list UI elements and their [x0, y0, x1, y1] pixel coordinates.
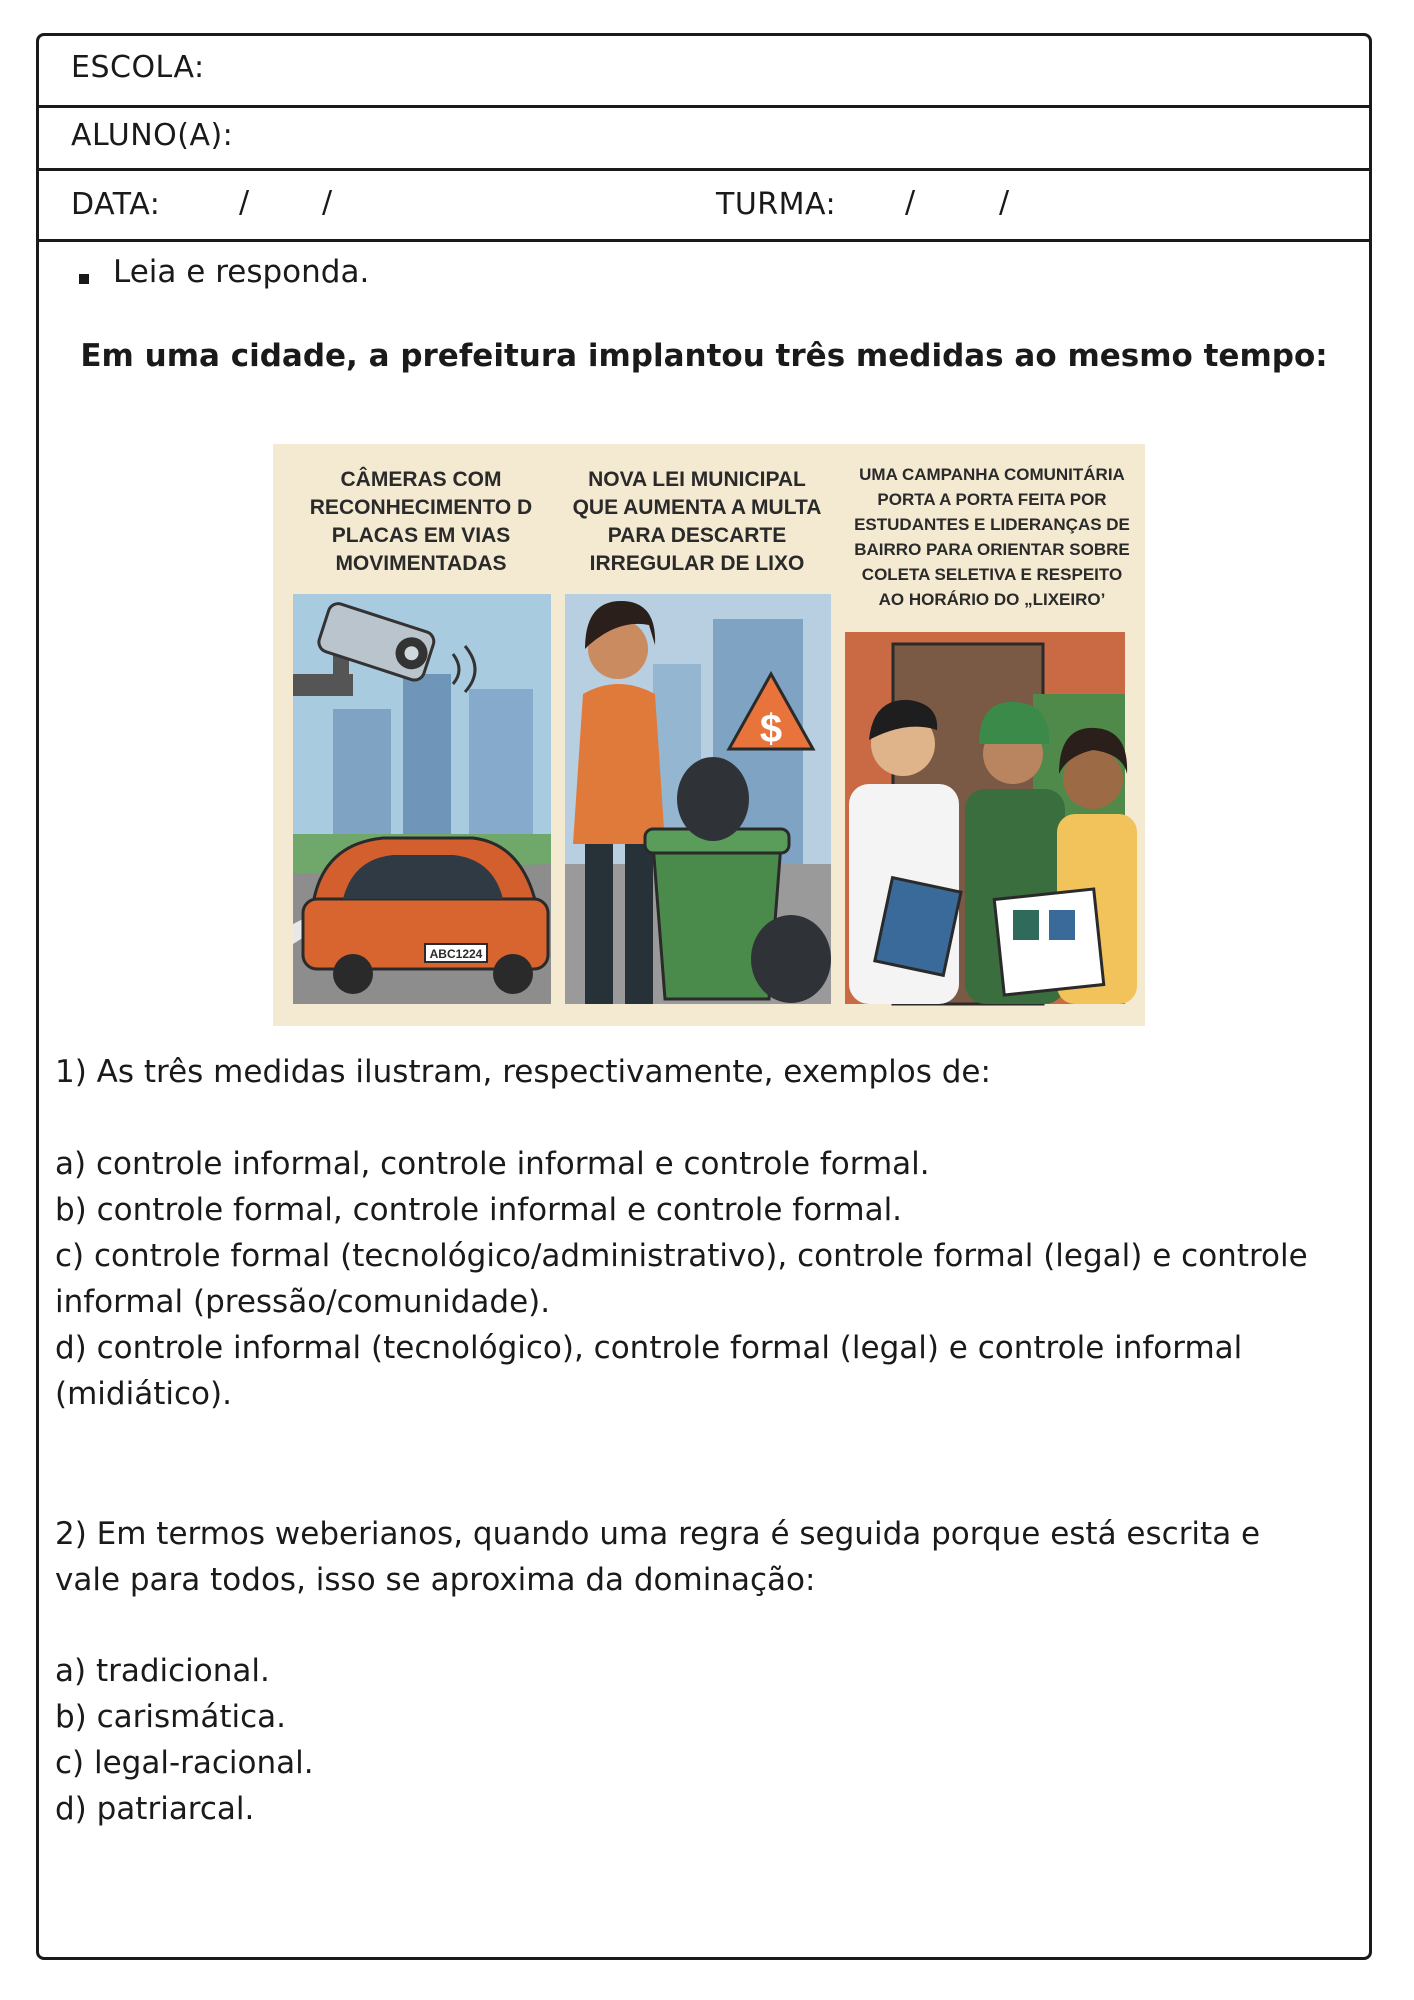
- q1-stem: 1) As três medidas ilustram, respectivamente, exemplos de:: [55, 1054, 991, 1090]
- caption-2-line-4: IRREGULAR DE LIXO: [589, 552, 805, 575]
- caption-1-line-2: RECONHECIMENTO D: [309, 496, 533, 519]
- class-slash-1: /: [905, 185, 916, 220]
- q1-option-c[interactable]: c) controle formal (tecnológico/administrativo), controle formal (legal) e controle informal (pressão/comunidade).: [55, 1238, 1308, 1320]
- q2-option-d[interactable]: d) patriarcal.: [55, 1791, 255, 1827]
- caption-3-line-1: UMA CAMPANHA COMUNITÁRIA: [859, 465, 1125, 484]
- dollar-sign: $: [759, 707, 783, 751]
- class-slash-2: /: [999, 185, 1010, 220]
- caption-2-line-1: NOVA LEI MUNICIPAL: [588, 468, 806, 491]
- caption-3-line-2: PORTA A PORTA FEITA POR: [877, 490, 1107, 509]
- caption-1-line-3: PLACAS EM VIAS: [331, 524, 511, 547]
- school-label: ESCOLA:: [71, 50, 205, 85]
- caption-3-line-4: BAIRRO PARA ORIENTAR SOBRE: [854, 540, 1130, 559]
- student-label: ALUNO(A):: [71, 118, 234, 153]
- caption-3-line-5: COLETA SELETIVA E RESPEITO: [861, 565, 1123, 584]
- license-plate: ABC1224: [429, 947, 483, 961]
- panel-community: [845, 632, 1137, 1004]
- worksheet: [36, 33, 1372, 1960]
- class-label: TURMA:: [716, 187, 837, 222]
- q2-option-b[interactable]: b) carismática.: [55, 1699, 287, 1735]
- school-row: [39, 36, 1369, 108]
- date-slash-2: /: [322, 185, 333, 220]
- caption-3-line-3: ESTUDANTES E LIDERANÇAS DE: [854, 515, 1130, 534]
- q1-option-a[interactable]: a) controle informal, controle informal e controle formal.: [55, 1146, 930, 1182]
- q1-option-d[interactable]: d) controle informal (tecnológico), controle formal (legal) e controle informal (midiático).: [55, 1330, 1243, 1412]
- instruction: Leia e responda.: [113, 254, 370, 290]
- student-row: [39, 108, 1369, 171]
- panel-camera: [293, 594, 551, 1004]
- q2-option-a[interactable]: a) tradicional.: [55, 1653, 270, 1689]
- date-slash-1: /: [239, 185, 250, 220]
- caption-1-line-1: CÂMERAS COM: [340, 468, 502, 491]
- caption-1-line-4: MOVIMENTADAS: [335, 552, 507, 575]
- q2-stem: 2) Em termos weberianos, quando uma regra é seguida porque está escrita e vale para todos, isso se aproxima da dominação:: [55, 1516, 1261, 1598]
- caption-3-line-6: AO HORÁRIO DO „LIXEIRO’: [878, 590, 1106, 609]
- illustration: [273, 444, 1145, 1026]
- q2-option-c[interactable]: c) legal-racional.: [55, 1745, 314, 1781]
- date-class-row: [39, 171, 1369, 242]
- date-label: DATA:: [71, 187, 161, 222]
- bullet-icon: [79, 274, 89, 284]
- q1-option-b[interactable]: b) controle formal, controle informal e controle formal.: [55, 1192, 903, 1228]
- intro-text: Em uma cidade, a prefeitura implantou três medidas ao mesmo tempo:: [80, 338, 1328, 374]
- panel-trash: [565, 594, 831, 1004]
- caption-2-line-2: QUE AUMENTA A MULTA: [572, 496, 822, 519]
- caption-2-line-3: PARA DESCARTE: [607, 524, 787, 547]
